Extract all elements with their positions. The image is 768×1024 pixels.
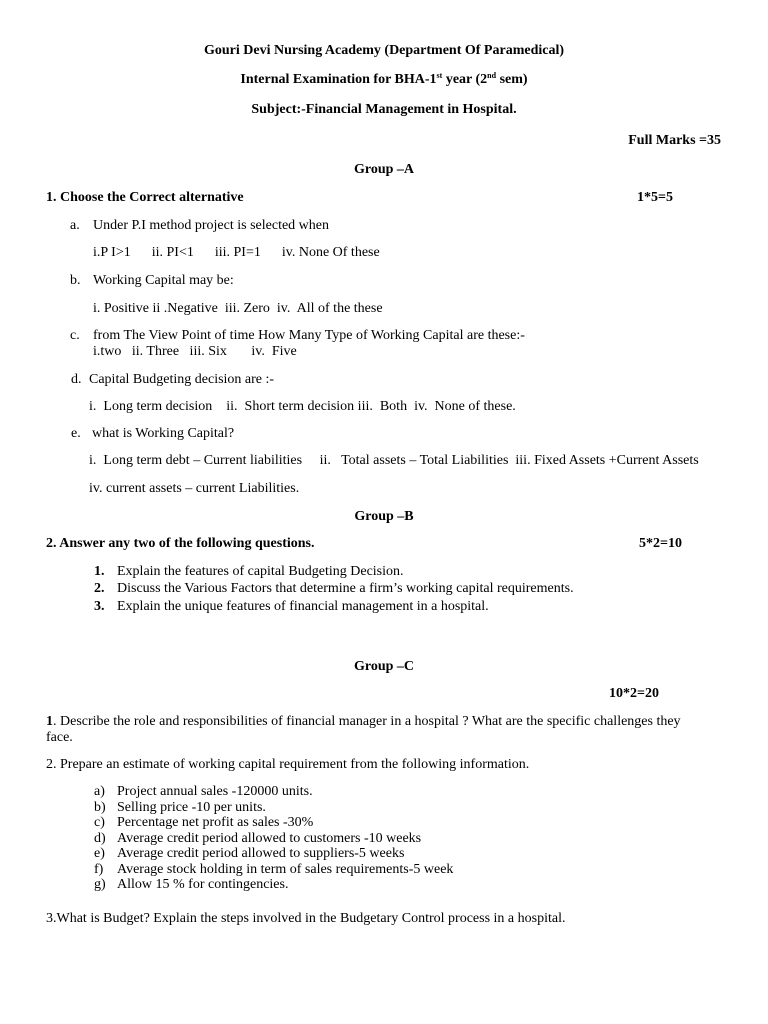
list-item-letter: c): [94, 815, 105, 830]
list-item-number: 2.: [94, 581, 105, 596]
list-item-text: Average credit period allowed to customers -10 weeks: [117, 830, 422, 846]
list-item-text: Explain the unique features of financial management in a hospital.: [117, 599, 489, 614]
group-c-title: Group –C: [353, 659, 415, 674]
list-item-text: Selling price -10 per units.: [117, 799, 266, 815]
list-item-letter: b): [94, 799, 106, 815]
list-item-text: Explain the features of capital Budgeting Decision.: [117, 564, 404, 579]
exam-title-sup2: nd: [487, 71, 497, 80]
item-e-options-2: iv. current assets – current Liabilities.: [89, 481, 300, 496]
list-item-text: Average credit period allowed to suppliers-5 weeks: [117, 846, 405, 861]
item-b-options: i. Positive ii .Negative iii. Zero iv. All of the these: [93, 301, 383, 316]
item-d-letter: d.: [71, 372, 82, 387]
item-d-options: i. Long term decision ii. Short term decision iii. Both iv. None of these.: [89, 399, 516, 414]
exam-title-mid: year (2: [442, 72, 488, 87]
exam-title-suffix: sem): [496, 72, 528, 87]
list-item-number: 3.: [94, 599, 105, 614]
list-item-text: Average stock holding in term of sales requirements-5 week: [117, 861, 454, 877]
item-e-stem: what is Working Capital?: [92, 426, 235, 441]
group-a-question: 1. Choose the Correct alternative: [46, 190, 244, 205]
item-a-letter: a.: [70, 218, 80, 233]
item-c-options: i.two ii. Three iii. Six iv. Five: [93, 344, 297, 359]
full-marks: Full Marks =35: [628, 133, 721, 148]
exam-title: [0, 72, 768, 88]
item-c-letter: c.: [70, 328, 80, 343]
item-e-options: i. Long term debt – Current liabilities ii. Total assets – Total Liabilities iii. Fixed Assets +Current Assets: [89, 453, 699, 468]
group-b-list: [94, 564, 694, 620]
group-a-marks: 1*5=5: [637, 190, 673, 205]
institution-title: Gouri Devi Nursing Academy (Department Of Paramedical): [203, 43, 565, 58]
item-c-stem: from The View Point of time How Many Type of Working Capital are these:-: [93, 328, 525, 343]
list-item-letter: a): [94, 784, 105, 799]
question-1-text: . Describe the role and responsibilities of financial manager in a hospital ? What are the specific challenges they: [53, 714, 681, 729]
group-c-question-3: 3.What is Budget? Explain the steps involved in the Budgetary Control process in a hospital.: [46, 911, 566, 926]
group-b-marks: 5*2=10: [639, 536, 682, 551]
list-item-text: Percentage net profit as sales -30%: [117, 815, 314, 830]
group-c-question-1: [46, 714, 681, 730]
question-1-number: 1: [46, 714, 53, 729]
group-b-title: Group –B: [354, 509, 414, 524]
list-item-text: Project annual sales -120000 units.: [117, 784, 313, 799]
list-item-letter: d): [94, 830, 106, 846]
item-b-letter: b.: [70, 273, 81, 288]
group-b-question: 2. Answer any two of the following questions.: [46, 536, 315, 551]
exam-title-sup1: st: [436, 71, 443, 80]
item-a-stem: Under P.I method project is selected when: [93, 218, 329, 233]
group-c-marks: 10*2=20: [609, 686, 659, 701]
question-1-text-cont: face.: [46, 730, 73, 745]
list-item-number: 1.: [94, 564, 105, 579]
item-d-stem: Capital Budgeting decision are :-: [89, 372, 275, 387]
list-item-text: Discuss the Various Factors that determine a firm’s working capital requirements.: [117, 581, 574, 596]
item-e-letter: e.: [71, 426, 81, 441]
item-b-stem: Working Capital may be:: [93, 273, 234, 288]
item-a-options: i.P I>1 ii. PI<1 iii. PI=1 iv. None Of these: [93, 245, 380, 260]
group-a-title: Group –A: [353, 162, 415, 177]
list-item-letter: g): [94, 877, 106, 892]
list-item-letter: e): [94, 846, 105, 861]
list-item-letter: f): [94, 861, 104, 877]
subject-title: Subject:-Financial Management in Hospital.: [251, 102, 517, 117]
list-item-text: Allow 15 % for contingencies.: [117, 877, 289, 892]
exam-title-prefix: Internal Examination for BHA-1: [240, 72, 437, 87]
group-c-q2-list: [94, 784, 694, 894]
group-c-question-2: 2. Prepare an estimate of working capital requirement from the following information.: [46, 757, 530, 772]
